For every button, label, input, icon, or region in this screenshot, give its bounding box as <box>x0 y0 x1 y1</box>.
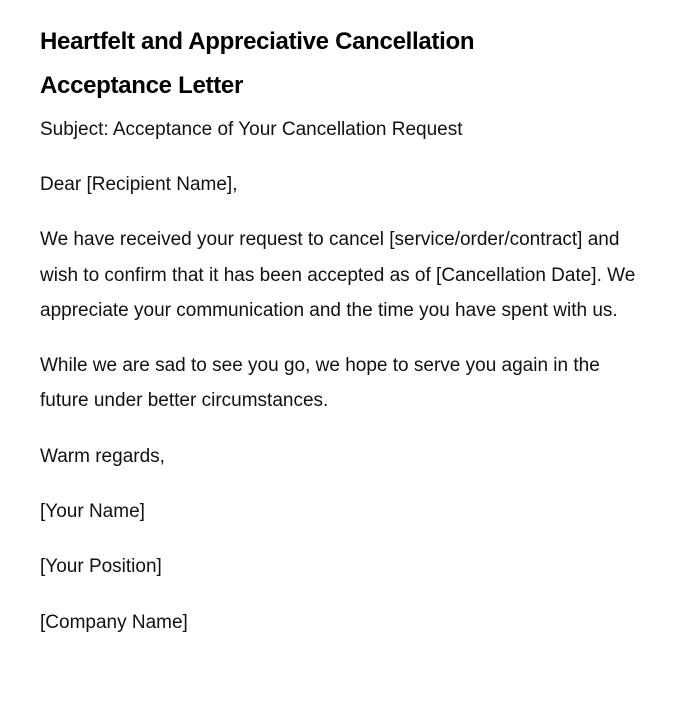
letter-title <box>40 20 640 108</box>
letter-body-paragraph-1: We have received your request to cancel [service/order/contract] and wish to confirm that it has been accepted as of [Cancellation Date]. We appreciate your communication and the time you have spent with us. <box>40 229 636 321</box>
signature-name: [Your Name] <box>40 501 145 523</box>
letter-body-paragraph-2: While we are sad to see you go, we hope to serve you again in the future under better circumstances. <box>40 355 600 412</box>
letter-salutation: Dear [Recipient Name], <box>40 174 238 195</box>
letter-closing: Warm regards, <box>40 445 165 467</box>
letter-title-line-2: Acceptance Letter <box>40 72 243 99</box>
letter-subject: Subject: Acceptance of Your Cancellation Request <box>40 119 463 140</box>
signature-company: [Company Name] <box>40 611 188 633</box>
signature-position: [Your Position] <box>40 556 162 578</box>
letter-title-line-1: Heartfelt and Appreciative Cancellation <box>40 28 475 55</box>
